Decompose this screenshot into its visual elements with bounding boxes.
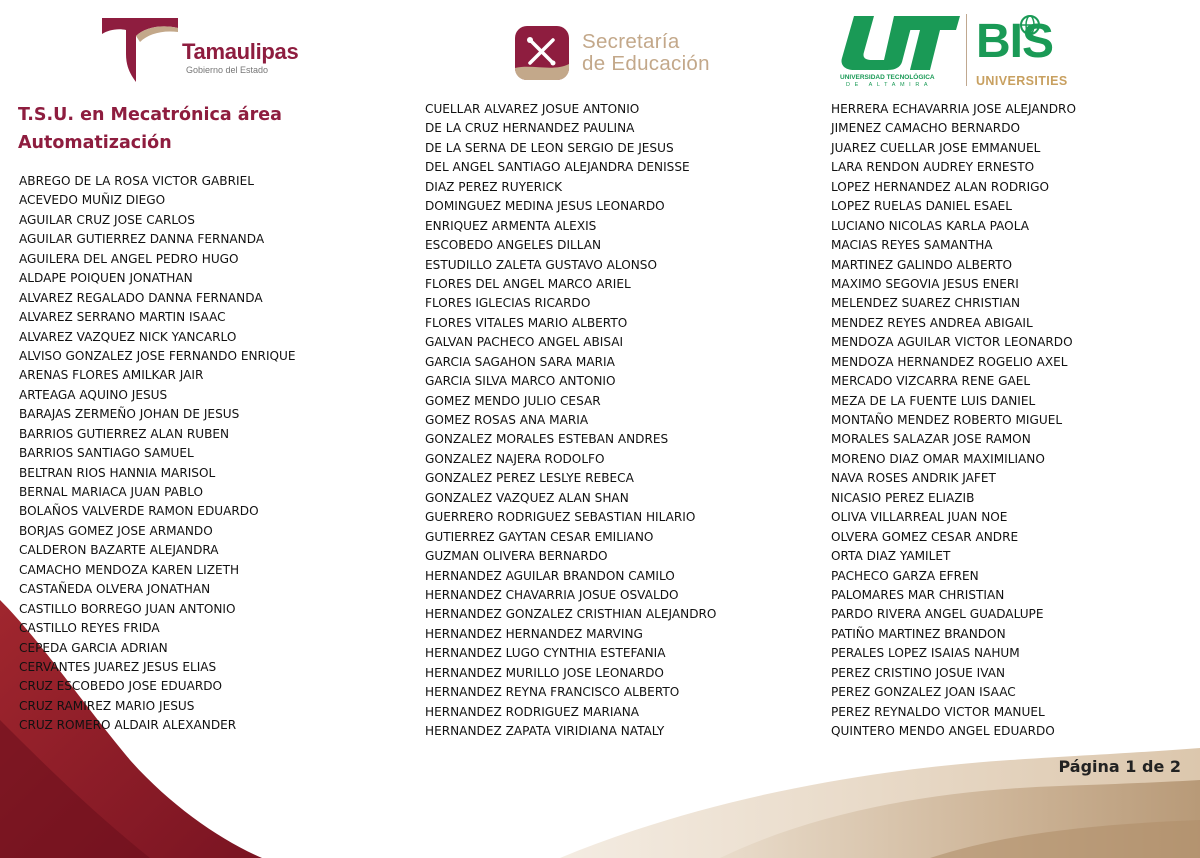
student-name: HERNANDEZ RODRIGUEZ MARIANA: [425, 704, 640, 719]
program-title: [18, 101, 318, 157]
student-name: MAXIMO SEGOVIA JESUS ENERI: [831, 276, 1019, 291]
globe-icon: [1019, 14, 1041, 36]
student-name: PARDO RIVERA ANGEL GUADALUPE: [831, 607, 1044, 622]
names-column-3: [831, 100, 1076, 741]
student-name: MEZA DE LA FUENTE LUIS DANIEL: [831, 393, 1036, 408]
student-name: ESTUDILLO ZALETA GUSTAVO ALONSO: [425, 257, 657, 272]
pencil-ruler-icon: [513, 24, 573, 82]
student-name: BOLAÑOS VALVERDE RAMON EDUARDO: [19, 504, 259, 519]
student-name: GONZALEZ MORALES ESTEBAN ANDRES: [425, 432, 669, 447]
student-name: CAMACHO MENDOZA KAREN LIZETH: [19, 562, 240, 577]
student-name: BORJAS GOMEZ JOSE ARMANDO: [19, 523, 213, 538]
student-name: JUAREZ CUELLAR JOSE EMMANUEL: [831, 140, 1041, 155]
student-name: GALVAN PACHECO ANGEL ABISAI: [425, 335, 624, 350]
student-name: BARRIOS GUTIERREZ ALAN RUBEN: [19, 426, 230, 441]
student-name: CEPEDA GARCIA ADRIAN: [19, 640, 168, 655]
student-name: ALVAREZ SERRANO MARTIN ISAAC: [19, 310, 226, 325]
student-name: GUERRERO RODRIGUEZ SEBASTIAN HILARIO: [425, 510, 696, 525]
student-name: DE LA CRUZ HERNANDEZ PAULINA: [425, 121, 635, 136]
student-name: PEREZ GONZALEZ JOAN ISAAC: [831, 685, 1016, 700]
names-column-2: [425, 100, 716, 741]
logo-divider: [966, 14, 967, 86]
student-name: DOMINGUEZ MEDINA JESUS LEONARDO: [425, 199, 665, 214]
bis-universities-logo: [976, 12, 1086, 90]
student-name: OLVERA GOMEZ CESAR ANDRE: [831, 529, 1019, 544]
student-name: FLORES DEL ANGEL MARCO ARIEL: [425, 276, 631, 291]
student-name: CRUZ RAMIREZ MARIO JESUS: [19, 698, 195, 713]
student-name: CUELLAR ALVAREZ JOSUE ANTONIO: [425, 102, 640, 116]
bis-word: BIS: [976, 15, 1054, 68]
student-name: AGUILERA DEL ANGEL PEDRO HUGO: [19, 251, 239, 266]
student-name: PALOMARES MAR CHRISTIAN: [831, 587, 1005, 602]
tamaulipas-subtitle: Gobierno del Estado: [186, 65, 269, 75]
student-name: PEREZ CRISTINO JOSUE IVAN: [831, 665, 1006, 680]
student-name: ARTEAGA AQUINO JESUS: [19, 387, 168, 402]
student-name: NICASIO PEREZ ELIAZIB: [831, 490, 975, 505]
student-name: GONZALEZ VAZQUEZ ALAN SHAN: [425, 490, 629, 505]
student-name: PEREZ REYNALDO VICTOR MANUEL: [831, 704, 1045, 719]
student-name: HERNANDEZ GONZALEZ CRISTHIAN ALEJANDRO: [425, 607, 717, 622]
student-name: ALVISO GONZALEZ JOSE FERNANDO ENRIQUE: [19, 348, 296, 363]
ut-altamira-logo: [840, 12, 965, 90]
tamaulipas-name: Tamaulipas: [182, 39, 299, 64]
student-name: ACEVEDO MUÑIZ DIEGO: [19, 193, 166, 208]
student-name: HERNANDEZ REYNA FRANCISCO ALBERTO: [425, 685, 680, 700]
student-name: CASTAÑEDA OLVERA JONATHAN: [19, 582, 211, 597]
student-name: AGUILAR GUTIERREZ DANNA FERNANDA: [19, 232, 265, 247]
secretaria-line1: Secretaría: [582, 30, 680, 53]
student-name: GONZALEZ NAJERA RODOLFO: [425, 451, 605, 466]
student-name: CERVANTES JUAREZ JESUS ELIAS: [19, 659, 217, 674]
student-name: MACIAS REYES SAMANTHA: [831, 238, 993, 253]
student-name: BELTRAN RIOS HANNIA MARISOL: [19, 465, 216, 480]
student-name: CALDERON BAZARTE ALEJANDRA: [19, 543, 219, 558]
program-title-line1: T.S.U. en Mecatrónica área: [18, 105, 282, 125]
secretaria-line2: de Educación: [582, 52, 710, 75]
student-name: CASTILLO BORREGO JUAN ANTONIO: [19, 601, 236, 616]
student-name: HERRERA ECHAVARRIA JOSE ALEJANDRO: [831, 102, 1076, 116]
student-name: FLORES VITALES MARIO ALBERTO: [425, 315, 628, 330]
student-name: ALDAPE POIQUEN JONATHAN: [19, 271, 193, 286]
student-name: HERNANDEZ CHAVARRIA JOSUE OSVALDO: [425, 587, 679, 602]
student-name: BARRIOS SANTIAGO SAMUEL: [19, 446, 194, 461]
student-name: BARAJAS ZERMEÑO JOHAN DE JESUS: [19, 407, 240, 422]
student-name: FLORES IGLECIAS RICARDO: [425, 296, 591, 311]
student-name: ABREGO DE LA ROSA VICTOR GABRIEL: [19, 174, 254, 188]
student-name: HERNANDEZ LUGO CYNTHIA ESTEFANIA: [425, 646, 666, 661]
student-name: LOPEZ RUELAS DANIEL ESAEL: [831, 199, 1012, 214]
student-name: CRUZ ROMERO ALDAIR ALEXANDER: [19, 718, 237, 733]
student-name: DE LA SERNA DE LEON SERGIO DE JESUS: [425, 140, 674, 155]
student-name: ALVAREZ REGALADO DANNA FERNANDA: [19, 290, 263, 305]
student-name: BERNAL MARIACA JUAN PABLO: [19, 485, 204, 499]
ut-name: UNIVERSIDAD TECNOLÓGICA: [840, 74, 935, 81]
student-name: DEL ANGEL SANTIAGO ALEJANDRA DENISSE: [425, 160, 690, 175]
student-name: ORTA DIAZ YAMILET: [831, 549, 951, 564]
student-name: CRUZ ESCOBEDO JOSE EDUARDO: [19, 679, 223, 694]
student-name: MENDEZ REYES ANDREA ABIGAIL: [831, 315, 1033, 330]
ut-emblem-icon: [840, 12, 962, 72]
names-column-1: [19, 172, 296, 736]
student-name: DIAZ PEREZ RUYERICK: [425, 179, 563, 194]
student-name: LOPEZ HERNANDEZ ALAN RODRIGO: [831, 179, 1050, 194]
tamaulipas-logo: [100, 14, 330, 86]
student-name: MORALES SALAZAR JOSE RAMON: [831, 432, 1031, 447]
student-name: HERNANDEZ HERNANDEZ MARVING: [425, 626, 643, 641]
student-name: GARCIA SAGAHON SARA MARIA: [425, 354, 615, 369]
student-name: PATIÑO MARTINEZ BRANDON: [831, 626, 1006, 641]
student-name: GONZALEZ PEREZ LESLYE REBECA: [425, 471, 634, 486]
student-name: GUZMAN OLIVERA BERNARDO: [425, 549, 608, 564]
student-name: LUCIANO NICOLAS KARLA PAOLA: [831, 218, 1029, 233]
student-name: GOMEZ MENDO JULIO CESAR: [425, 393, 601, 408]
student-name: GOMEZ ROSAS ANA MARIA: [425, 413, 589, 427]
student-name: HERNANDEZ MURILLO JOSE LEONARDO: [425, 665, 664, 680]
student-name: MENDOZA AGUILAR VICTOR LEONARDO: [831, 335, 1073, 350]
student-name: ENRIQUEZ ARMENTA ALEXIS: [425, 218, 597, 233]
student-name: GUTIERREZ GAYTAN CESAR EMILIANO: [425, 529, 654, 544]
student-name: AGUILAR CRUZ JOSE CARLOS: [19, 212, 195, 227]
student-name: ALVAREZ VAZQUEZ NICK YANCARLO: [19, 329, 237, 344]
student-name: PERALES LOPEZ ISAIAS NAHUM: [831, 646, 1020, 661]
header: [0, 0, 1200, 100]
student-name: MORENO DIAZ OMAR MAXIMILIANO: [831, 451, 1045, 466]
student-name: MERCADO VIZCARRA RENE GAEL: [831, 374, 1031, 389]
student-name: MARTINEZ GALINDO ALBERTO: [831, 257, 1013, 272]
page-number: Página 1 de 2: [1058, 757, 1181, 776]
student-name: MENDOZA HERNANDEZ ROGELIO AXEL: [831, 354, 1068, 369]
secretaria-educacion-logo: [513, 22, 733, 84]
student-name: CASTILLO REYES FRIDA: [19, 621, 160, 636]
student-name: OLIVA VILLARREAL JUAN NOE: [831, 510, 1008, 525]
student-name: PACHECO GARZA EFREN: [831, 568, 979, 583]
student-name: GARCIA SILVA MARCO ANTONIO: [425, 374, 616, 389]
ut-city: DE ALTAMIRA: [846, 82, 933, 88]
tamaulipas-emblem-icon: [100, 14, 180, 84]
program-title-line2: Automatización: [18, 133, 172, 153]
student-name: ARENAS FLORES AMILKAR JAIR: [19, 368, 204, 383]
student-name: NAVA ROSES ANDRIK JAFET: [831, 471, 996, 486]
student-name: JIMENEZ CAMACHO BERNARDO: [831, 121, 1021, 136]
student-name: QUINTERO MENDO ANGEL EDUARDO: [831, 724, 1055, 738]
student-name: HERNANDEZ ZAPATA VIRIDIANA NATALY: [425, 724, 665, 738]
student-name: LARA RENDON AUDREY ERNESTO: [831, 160, 1035, 175]
student-name: HERNANDEZ AGUILAR BRANDON CAMILO: [425, 568, 675, 583]
student-name: ESCOBEDO ANGELES DILLAN: [425, 238, 602, 253]
student-name: MONTAÑO MENDEZ ROBERTO MIGUEL: [831, 413, 1063, 427]
bis-universities-text: UNIVERSITIES: [976, 74, 1068, 88]
student-name: MELENDEZ SUAREZ CHRISTIAN: [831, 296, 1021, 311]
